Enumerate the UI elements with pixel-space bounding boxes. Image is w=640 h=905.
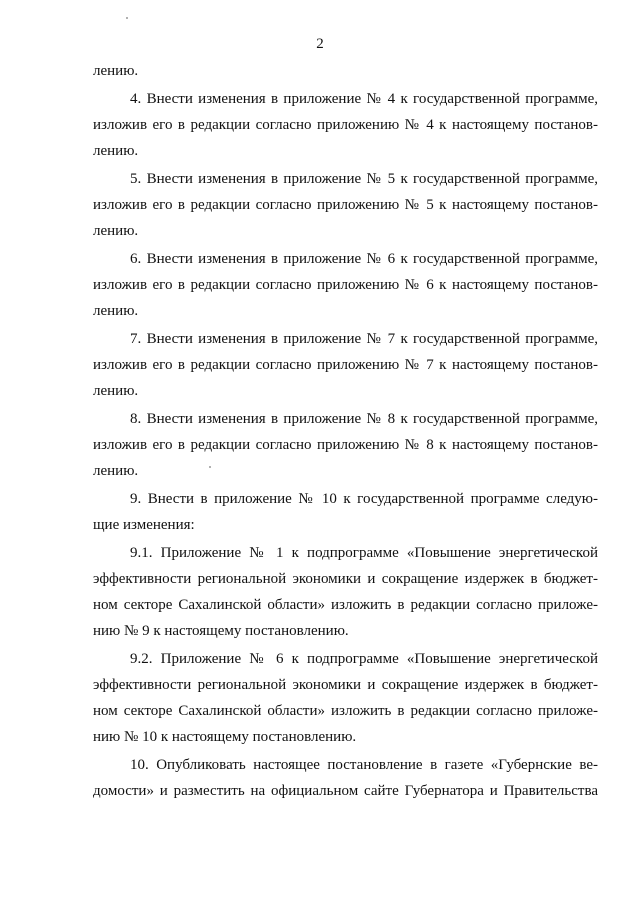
text-line: лению.: [93, 63, 139, 79]
text-line: 4. Внести изменения в приложение № 4 к государственной программе,: [130, 91, 598, 107]
text-line: эффективности региональной экономики и сокращение издержек в бюджет-: [93, 571, 598, 587]
text-line: лению.: [93, 383, 139, 399]
text-line: изложив его в редакции согласно приложению № 6 к настоящему постанов-: [93, 277, 598, 293]
scan-speck: [126, 17, 128, 19]
text-line: изложив его в редакции согласно приложению № 7 к настоящему постанов-: [93, 357, 598, 373]
paragraph-item-9: [93, 486, 598, 538]
text-line: 6. Внести изменения в приложение № 6 к государственной программе,: [130, 251, 598, 267]
text-line: ном секторе Сахалинской области» изложить в редакции согласно приложе-: [93, 703, 598, 719]
text-line: 7. Внести изменения в приложение № 7 к государственной программе,: [130, 331, 598, 347]
text-line: изложив его в редакции согласно приложению № 4 к настоящему постанов-: [93, 117, 598, 133]
text-line: 9.1. Приложение № 1 к подпрограмме «Повышение энергетической: [130, 545, 598, 561]
text-line: лению.: [93, 303, 139, 319]
paragraph-item-9-1: [93, 540, 598, 644]
text-line: 10. Опубликовать настоящее постановление в газете «Губернские ве-: [130, 757, 598, 773]
paragraph-item-10: [93, 752, 598, 804]
text-line: лению.: [93, 463, 139, 479]
paragraph-item-8: [93, 406, 598, 484]
paragraph-item-7: [93, 326, 598, 404]
page-number: 2: [316, 36, 324, 52]
text-line: 8. Внести изменения в приложение № 8 к государственной программе,: [130, 411, 598, 427]
text-line: изложив его в редакции согласно приложению № 8 к настоящему постанов-: [93, 437, 598, 453]
text-line: 9.2. Приложение № 6 к подпрограмме «Повышение энергетической: [130, 651, 598, 667]
text-line: нию № 9 к настоящему постановлению.: [93, 623, 349, 639]
text-line: домости» и разместить на официальном сайте Губернатора и Правительства: [93, 783, 598, 799]
text-line: эффективности региональной экономики и сокращение издержек в бюджет-: [93, 677, 598, 693]
paragraph-item-4: [93, 86, 598, 164]
paragraph-continuation: [93, 58, 598, 84]
document-body: [93, 58, 598, 804]
text-line: лению.: [93, 223, 139, 239]
paragraph-item-5: [93, 166, 598, 244]
text-line: нию № 10 к настоящему постановлению.: [93, 729, 357, 745]
paragraph-item-9-2: [93, 646, 598, 750]
text-line: щие изменения:: [93, 517, 195, 533]
text-line: 5. Внести изменения в приложение № 5 к государственной программе,: [130, 171, 598, 187]
text-line: ном секторе Сахалинской области» изложить в редакции согласно приложе-: [93, 597, 598, 613]
paragraph-item-6: [93, 246, 598, 324]
text-line: изложив его в редакции согласно приложению № 5 к настоящему постанов-: [93, 197, 598, 213]
text-line: лению.: [93, 143, 139, 159]
text-line: 9. Внести в приложение № 10 к государственной программе следую-: [130, 491, 598, 507]
